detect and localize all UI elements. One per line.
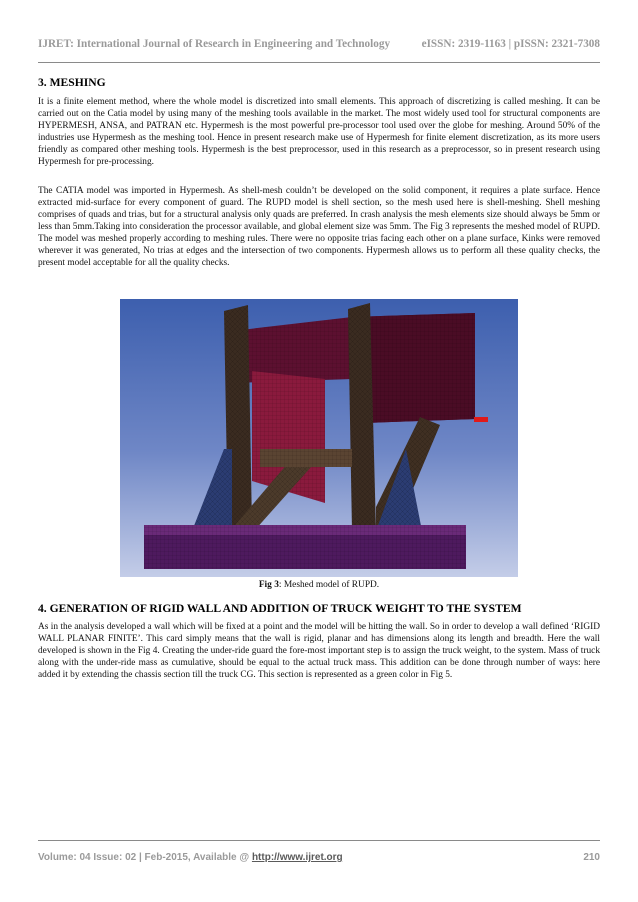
footer-rule — [38, 840, 600, 841]
meshing-paragraph-1: It is a finite element method, where the whole model is discretized into small elements. This approach of discretizing is called meshing. It can be carried out on the Catia model by using many of the meshing tools available in the market. The most widely used tool for structural components are HYPERMESH, ANSA, and PATRAN etc. Hypermesh is the most powerful pre-processor tool used over the globe for meshing. Around 50% of the industries use Hypermesh as the meshing tool. Hence in present research make use of Hypermesh for finite element discretization, as its more users friendly as compared other meshing tools. Hypermesh is the best preprocessor, used in this research as a preprocessor, so in present research using Hypermesh for pre-processing. — [38, 97, 600, 168]
header-rule — [38, 62, 600, 63]
page-number: 210 — [583, 852, 600, 863]
figure-caption-text: : Meshed model of RUPD. — [278, 580, 380, 590]
section-heading-meshing: 3. MESHING — [38, 76, 106, 89]
journal-title: IJRET: International Journal of Research in Engineering and Technology — [38, 38, 391, 50]
footer-volume-text: Volume: 04 Issue: 02 | Feb-2015, Available @ — [38, 852, 252, 863]
red-highlight — [474, 417, 488, 422]
footer-volume — [38, 852, 343, 863]
journal-url-link[interactable]: http://www.ijret.org — [251, 852, 343, 863]
meshing-paragraph-2: The CATIA model was imported in Hypermesh. As shell-mesh couldn’t be developed on the solid component, it requires a plate surface. Hence extracted mid-surface for every component of guard. The RUPD model is shell section, so the mesh used here is shell-meshing. Shell meshing comprises of quads and trias, but for a structural analysis only quads are preferred. In crash analysis the mesh elements size should always be 5mm or less than 5mm.Taking into consideration the processor available, and global element size was 5mm. The Fig 3 represents the meshed model of RUPD. The model was meshed properly according to meshing rules. There were no opposite trias facing each other on a plane surface, Kinks were removed wherever it was generated, No trias at edges and the intersection of two components. Hypermesh allows us to perform all these quality checks, the present model acceptable for all the quality checks. — [38, 186, 600, 269]
rupd-mesh-figure — [120, 299, 518, 577]
issn-text: eISSN: 2319-1163 | pISSN: 2321-7308 — [421, 38, 600, 50]
section-heading-rigid-wall: 4. GENERATION OF RIGID WALL AND ADDITION OF TRUCK WEIGHT TO THE SYSTEM — [38, 602, 522, 615]
running-footer — [38, 852, 600, 863]
figure-caption — [0, 580, 638, 590]
rigid-wall-paragraph: As in the analysis developed a wall which will be fixed at a point and the model will be hitting the wall. So in order to develop a wall defined ‘RIGID WALL PLANAR FINITE’. This card simply means that the wall is rigid, planar and has dimensions along its length and breadth. Here the wall developed is shown in the Fig 4. Creating the under-ride guard the fore-most important step is to assign the truck weight, to the system. Mass of truck along with the under-ride mass as cumulative, should be equal to the actual truck mass. This addition can be done through number of ways: here added it by extending the chassis section till the truck CG. This section is represented as a green color in Fig 5. — [38, 622, 600, 681]
figure-label: Fig 3 — [258, 580, 279, 590]
running-header — [38, 38, 600, 50]
